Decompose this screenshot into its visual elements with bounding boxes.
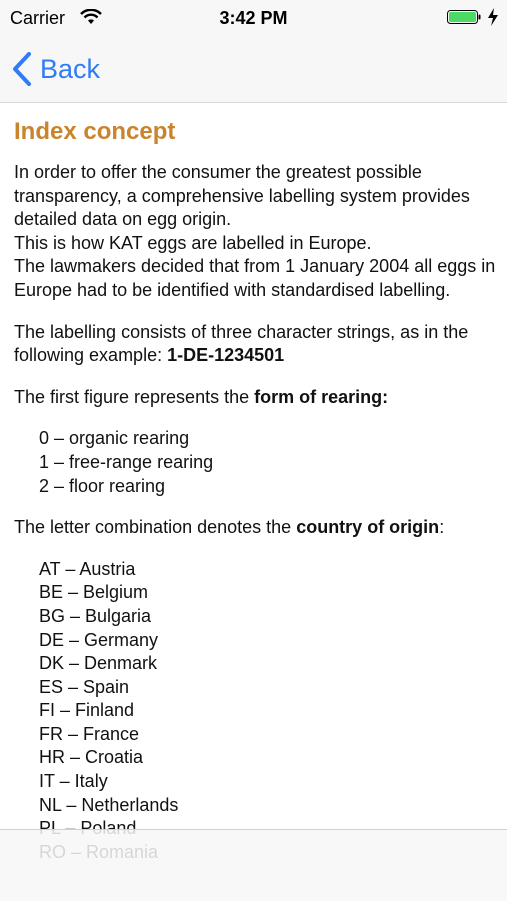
list-item: ES – Spain (39, 676, 130, 697)
country-suffix: : (439, 517, 445, 538)
navigation-bar (0, 36, 507, 103)
rearing-paragraph (14, 386, 496, 410)
list-item: NL – Netherlands (39, 794, 179, 815)
status-time: 3:42 PM (219, 8, 288, 28)
back-label: Back (40, 53, 101, 84)
rearing-bold: form of rearing: (254, 386, 389, 407)
country-paragraph (14, 516, 496, 540)
carrier-label: Carrier (10, 8, 66, 28)
list-item: FR – France (39, 723, 140, 744)
list-item: 1 – free-range rearing (39, 451, 214, 472)
page-title: Index concept (14, 118, 176, 145)
rearing-intro: The first figure represents the (14, 386, 255, 407)
intro-line: This is how KAT eggs are labelled in Europe. (14, 232, 372, 253)
list-item: 0 – organic rearing (39, 428, 190, 449)
list-item: IT – Italy (39, 771, 108, 792)
labelling-example: 1-DE-1234501 (167, 345, 285, 366)
list-item: HR – Croatia (39, 747, 144, 768)
list-item: DE – Germany (39, 629, 159, 650)
bottom-toolbar (0, 829, 507, 901)
list-item: FI – Finland (39, 700, 135, 721)
intro-line: The lawmakers decided that from 1 January 2004 all eggs in Europe had to be identified with standardised labelling. (14, 256, 496, 300)
list-item: BG – Bulgaria (39, 605, 152, 626)
list-item: BE – Belgium (39, 582, 149, 603)
country-list (39, 558, 496, 865)
intro-line: In order to offer the consumer the greatest possible transparency, a comprehensive labelling system provides detailed data on egg origin. (14, 162, 470, 230)
country-intro: The letter combination denotes the (14, 517, 297, 538)
rearing-list (39, 427, 496, 498)
intro-paragraph (14, 161, 496, 303)
labelling-text: The labelling consists of three character strings, as in the following example: (14, 321, 469, 366)
charging-bolt-icon (487, 8, 499, 26)
chevron-left-icon (12, 52, 32, 86)
list-item: 2 – floor rearing (39, 475, 166, 496)
list-item: AT – Austria (39, 558, 136, 579)
content-area (14, 103, 496, 882)
battery-icon (447, 10, 481, 24)
list-item: DK – Denmark (39, 653, 158, 674)
back-button[interactable] (12, 50, 100, 88)
status-bar (0, 0, 507, 36)
labelling-paragraph (14, 321, 496, 368)
country-bold: country of origin (296, 517, 440, 538)
